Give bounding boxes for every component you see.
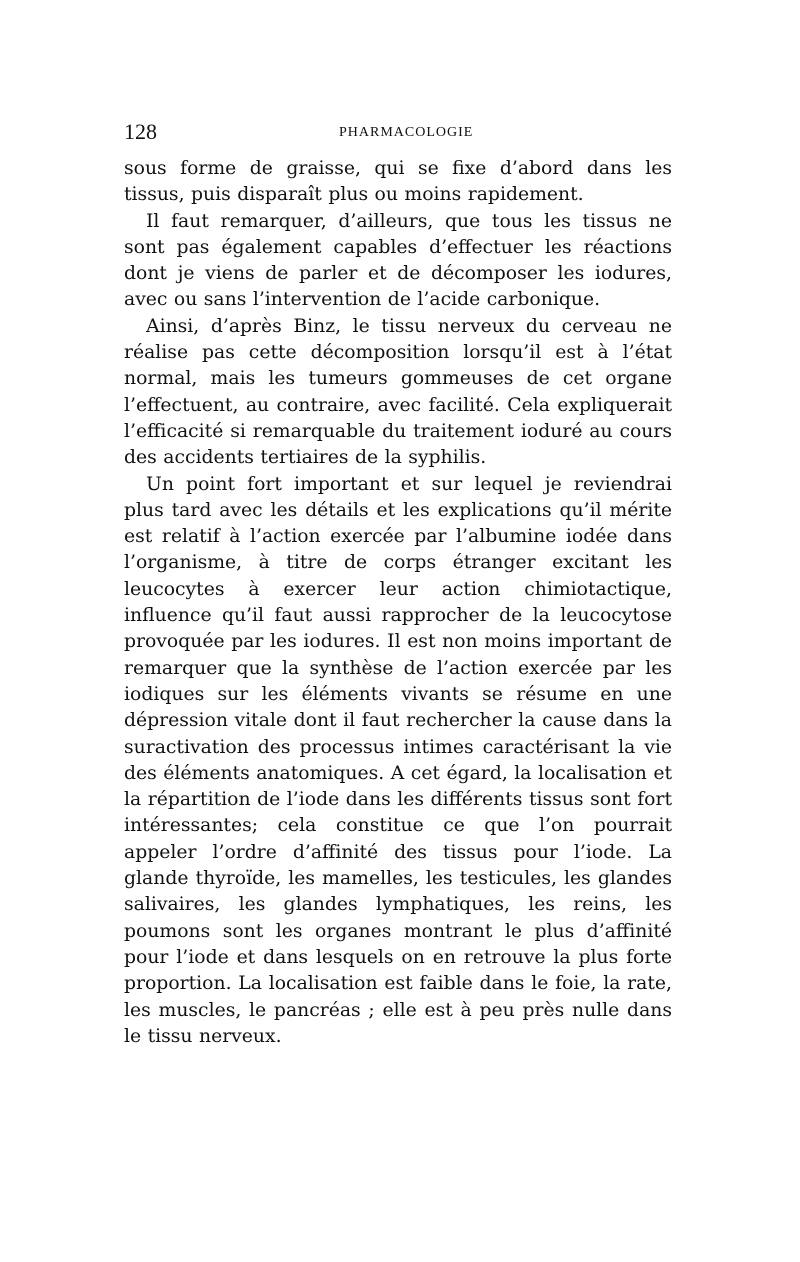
body-text — [124, 156, 672, 1050]
page-number: 128 — [124, 119, 157, 144]
paragraph-tissue-reactions: Il faut remarquer, d’ailleurs, que tous les tissus ne sont pas également capables d’effectuer les réactions dont je viens de parler et de décomposer les iodures, avec ou sans l’intervention de l’acide carbonique. — [124, 210, 672, 311]
running-title: PHARMACOLOGIE — [339, 125, 474, 140]
paragraph-continuation: sous forme de graisse, qui se fixe d’abord dans les tissus, puis disparaît plus ou moins rapidement. — [124, 158, 672, 206]
paragraph-iodine-affinity: Un point fort important et sur lequel je reviendrai plus tard avec les détails et les explications qu’il mérite est relatif à l’action exercée par l’albumine iodée dans l’organisme, à titre de corps étranger excitant les leucocytes à exercer leur action chimiotactique, influence qu’il faut aussi rapprocher de la leucocytose provoquée par les iodures. Il est non moins important de remarquer que la synthèse de l’action exercée par les iodiques sur les éléments vivants se résume en une dépression vitale dont il faut rechercher la cause dans la suractivation des processus intimes caractérisant la vie des éléments anatomiques. A cet égard, la localisation et la répartition de l’iode dans les différents tissus sont fort intéressantes; cela constitue ce que l’on pourrait appeler l’ordre d’affinité des tissus pour l’iode. La glande thyroïde, les mamelles, les testicules, les glandes salivaires, les glandes lymphatiques, les reins, les poumons sont les organes montrant le plus d’affinité pour l’iode et dans lesquels on en retrouve la plus forte proportion. La localisation est faible dans le foie, la rate, les muscles, le pancréas ; elle est à peu près nulle dans le tissu nerveux. — [124, 473, 672, 1047]
running-head — [124, 118, 672, 146]
paragraph-binz: Ainsi, d’après Binz, le tissu nerveux du cerveau ne réalise pas cette décomposition lorsqu’il est à l’état normal, mais les tumeurs gommeuses de cet organe l’effectuent, au contraire, avec facilité. Cela expliquerait l’efficacité si remarquable du traitement ioduré au cours des accidents tertiaires de la syphilis. — [124, 315, 672, 469]
